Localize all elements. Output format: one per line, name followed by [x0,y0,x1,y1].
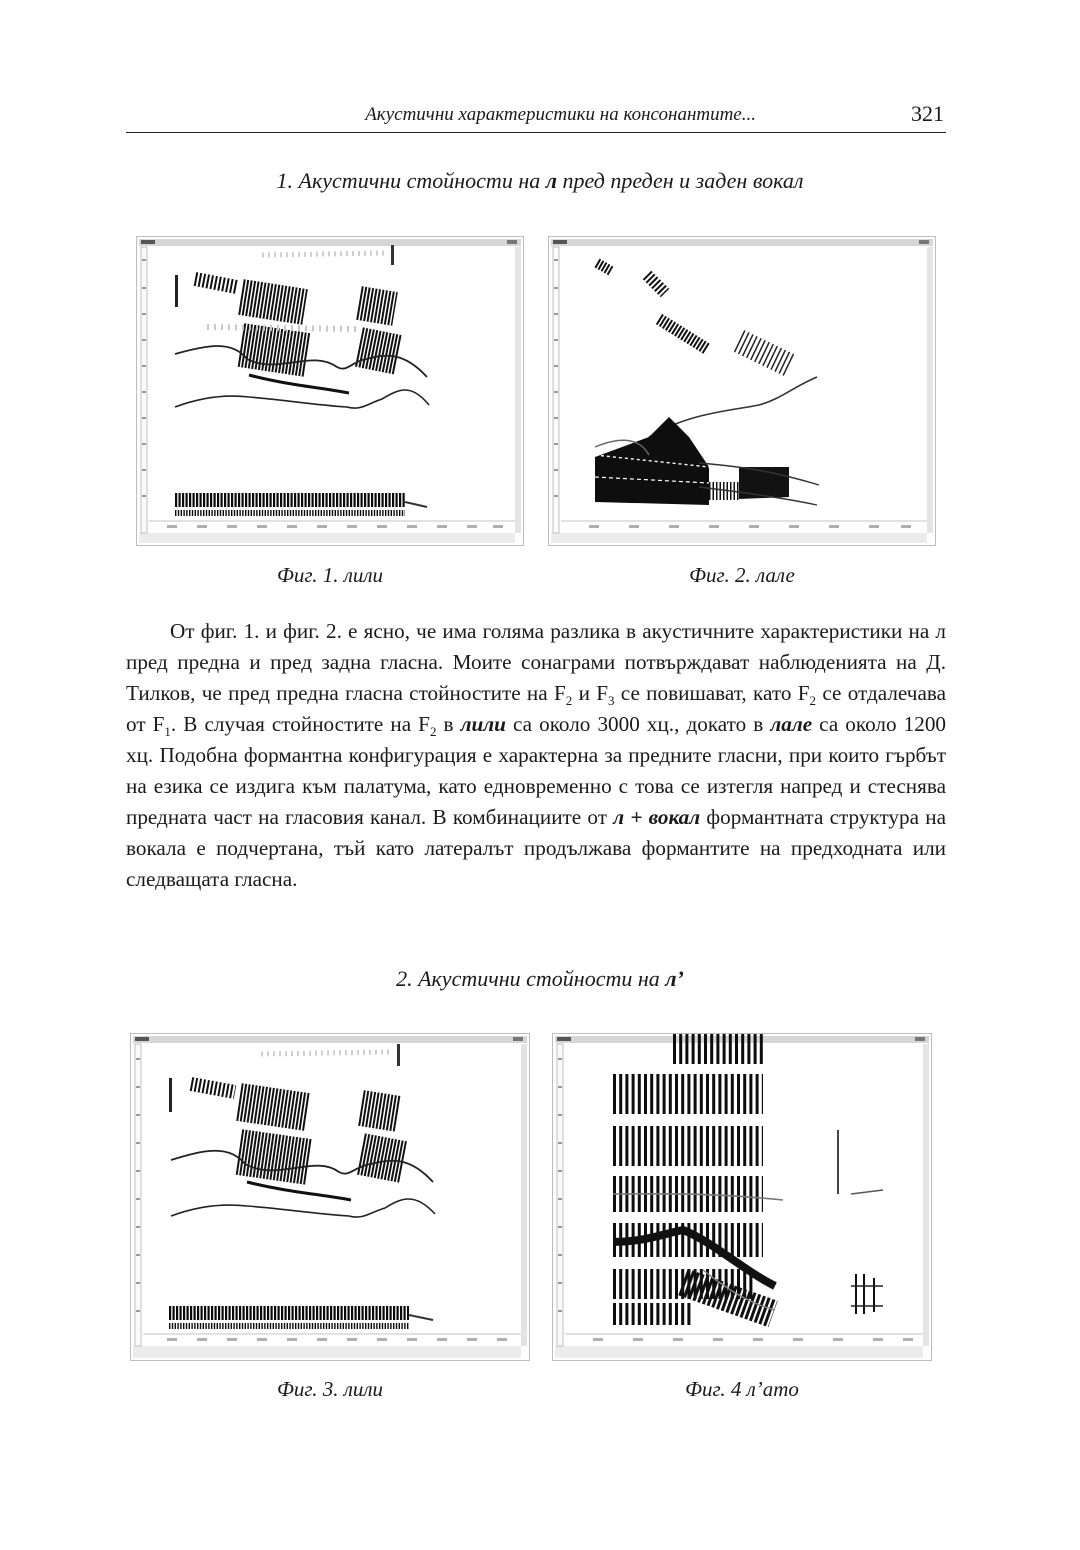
body-text-2: и F [572,681,608,705]
body-sub-4: 1 [164,724,171,740]
body-emph-lili: лили [460,712,506,736]
figure-1-caption: Фиг. 1. лили [276,563,384,587]
body-emph-lale: лале [770,712,813,736]
figure-4-caption: Фиг. 4 л’ато [685,1377,799,1401]
body-paragraph [126,616,946,895]
body-text-9: формантната структура на вокала е подчертана, тъй като латералът продължава формантите на предходната или следващата гласна. [126,805,946,891]
figure-3-caption: Фиг. 3. лили [276,1377,384,1401]
body-text-8: са около 1200 хц. Подобна формантна конфигурация е характерна за предните гласни, при които гърбът на езика се издига към палатума, като едновременно с това се изтегля напред и стеснява предната част на гласовия канал. В комбинациите от [126,712,947,829]
body-sub-1: 2 [565,693,573,709]
running-header [126,100,946,133]
running-title: Акустични характеристики на консонантите... [365,104,756,125]
figure-1-spectrogram [136,236,524,546]
section-heading-1 [0,168,1080,194]
body-text-5: . В случая стойностите на F [170,712,430,736]
body-text-3: се повишават, като F [614,681,810,705]
body-emph-l-vokal: л + вокал [613,805,701,829]
figure-3-spectrogram [130,1033,530,1361]
page-number: 321 [911,101,944,126]
body-sub-3: 2 [809,693,817,709]
body-sub-5: 2 [429,724,437,740]
figure-2-spectrogram [548,236,936,546]
figure-2-caption: Фиг. 2. лале [689,563,795,587]
section-1-suffix: пред преден и заден вокал [557,168,804,193]
figure-4-spectrogram [552,1033,932,1361]
body-text-6: в [436,712,461,736]
section-2-prefix: 2. Акустични стойности на [396,966,666,991]
body-text-1: От фиг. 1. и фиг. 2. е ясно, че има голяма разлика в акустичните характеристики на л пред предна и пред задна гласна. Моите сонаграми потвърждават наблюденията на Д. Тилков, че пред предна гласна стойностите на F [126,619,946,705]
section-2-emph: л’ [665,966,684,991]
section-1-prefix: 1. Акустични стойности на [276,168,546,193]
body-sub-2: 3 [608,693,615,709]
section-heading-2 [0,966,1080,992]
body-text-4: се отдалечава от F [126,681,946,736]
section-1-emph: л [545,168,558,193]
body-text-7: са около 3000 хц., докато в [505,712,771,736]
